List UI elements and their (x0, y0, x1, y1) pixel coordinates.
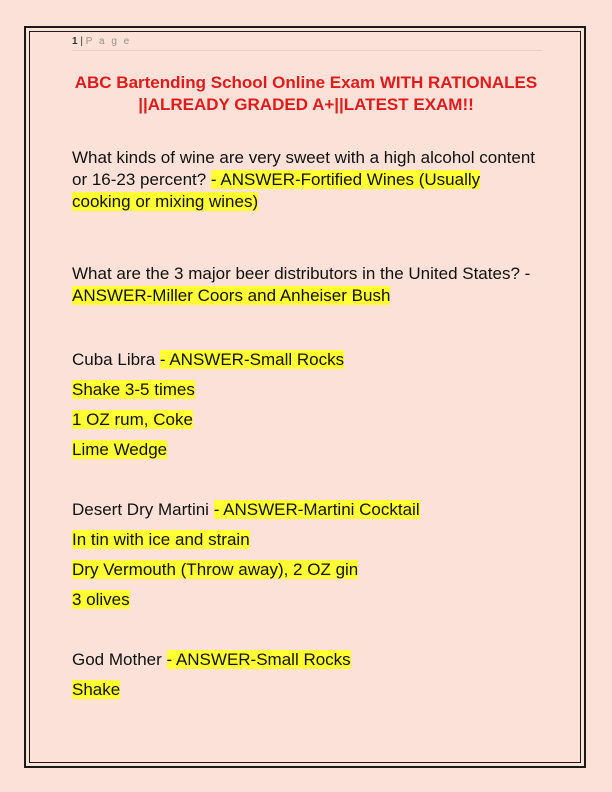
page-number: 1 (72, 36, 78, 47)
page-header (72, 36, 542, 51)
page-label: P a g e (85, 36, 132, 47)
document-body (72, 147, 540, 705)
drink-name: God Mother (72, 650, 167, 669)
answer-text: ANSWER-Miller Coors and Anheiser Bush (72, 286, 391, 305)
qa-item (72, 147, 540, 213)
drink-answer: - ANSWER-Small Rocks (159, 350, 345, 369)
question-text: What kinds of wine are very sweet with a high alcohol content or 16-23 percent? (72, 148, 536, 189)
document-title: ABC Bartending School Online Exam WITH RATIONALES ||ALREADY GRADED A+||LATEST EXAM!! (74, 73, 538, 114)
drink-name: Desert Dry Martini (72, 500, 214, 519)
drink-line (72, 375, 540, 405)
drink-line (72, 675, 540, 705)
qa-item (72, 263, 540, 307)
drink-title (72, 495, 540, 525)
drink-line-text: In tin with ice and strain (72, 530, 250, 549)
drink-line (72, 435, 540, 465)
drink-line-text: Dry Vermouth (Throw away), 2 OZ gin (72, 560, 359, 579)
drink-line (72, 525, 540, 555)
drink-line-text: 3 olives (72, 590, 130, 609)
drink-title (72, 345, 540, 375)
drink-line (72, 585, 540, 615)
question-text: What are the 3 major beer distributors in the United States? - (72, 264, 531, 283)
drink-name: Cuba Libra (72, 350, 160, 369)
drink-line (72, 405, 540, 435)
page-separator: | (77, 36, 86, 47)
drink-title (72, 645, 540, 675)
drink-line-text: Shake 3-5 times (72, 380, 195, 399)
drink-answer: - ANSWER-Martini Cocktail (213, 500, 420, 519)
drink-answer: - ANSWER-Small Rocks (166, 650, 351, 669)
drink-line (72, 555, 540, 585)
drink-line-text: Shake (72, 680, 121, 699)
drink-line-text: Lime Wedge (72, 440, 168, 459)
answer-text: - ANSWER-Fortified Wines (Usually cooking or mixing wines) (72, 170, 481, 211)
drink-line-text: 1 OZ rum, Coke (72, 410, 193, 429)
